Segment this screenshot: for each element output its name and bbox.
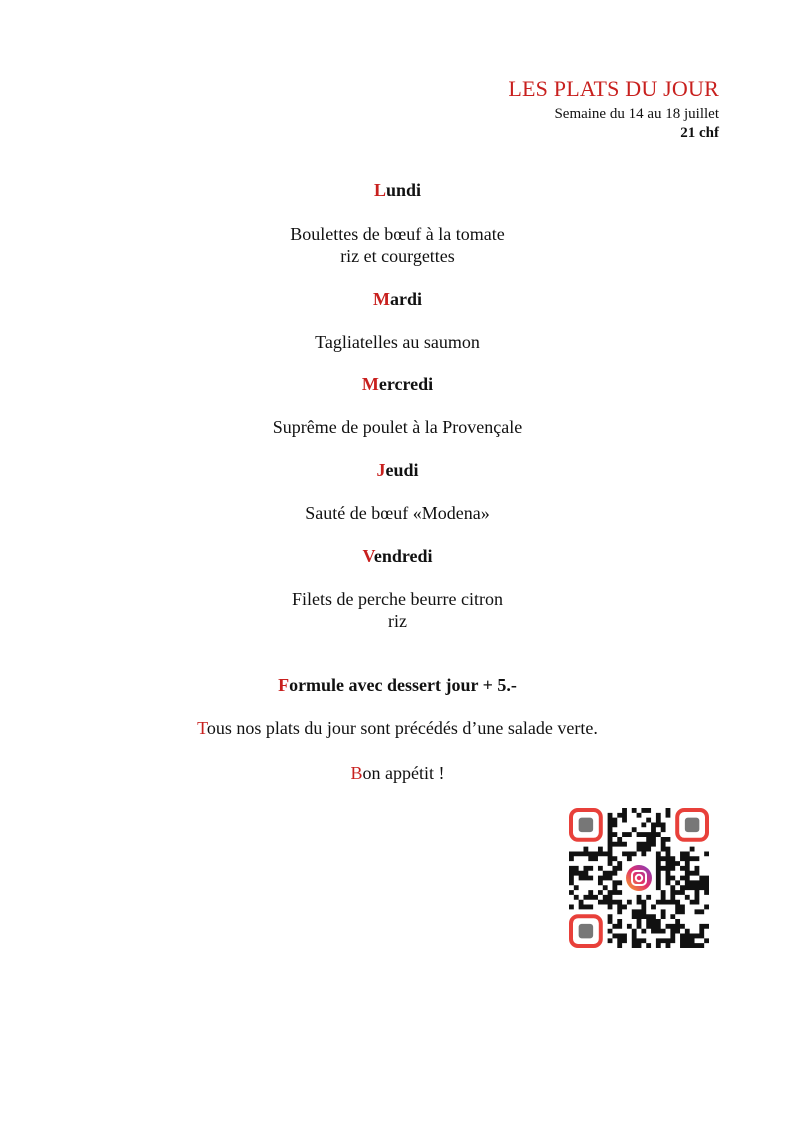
day-name-rest: ercredi bbox=[378, 374, 434, 394]
instagram-icon bbox=[623, 862, 655, 894]
closing-rest: on appétit ! bbox=[362, 763, 445, 783]
note-initial: T bbox=[197, 718, 207, 738]
day-initial: J bbox=[376, 460, 386, 480]
qr-finder-bottom-left bbox=[571, 916, 601, 946]
menu-price: 21 chf bbox=[680, 125, 719, 141]
dish-monday-line-1: Boulettes de bœuf à la tomate bbox=[290, 224, 505, 244]
dessert-formula bbox=[0, 674, 795, 696]
dish-monday-line-2: riz et courgettes bbox=[340, 246, 455, 266]
day-heading-thursday bbox=[0, 459, 795, 481]
closing-greeting bbox=[0, 762, 795, 784]
menu-header bbox=[508, 76, 719, 142]
day-name-rest: undi bbox=[385, 180, 422, 200]
formula-rest: ormule avec dessert jour + 5.- bbox=[289, 675, 517, 695]
day-name-rest: ardi bbox=[389, 289, 422, 309]
week-range: Semaine du 14 au 18 juillet bbox=[554, 106, 719, 122]
closing-initial: B bbox=[350, 763, 363, 783]
page-title: LES PLATS DU JOUR bbox=[508, 76, 719, 101]
dish-friday-line-2: riz bbox=[388, 611, 407, 631]
qr-code-image bbox=[569, 808, 709, 948]
qr-finder-top-right bbox=[677, 810, 707, 840]
dish-tuesday-line-1: Tagliatelles au saumon bbox=[315, 332, 480, 352]
qr-code[interactable] bbox=[569, 808, 709, 948]
dish-friday-line-1: Filets de perche beurre citron bbox=[292, 589, 503, 609]
day-initial: M bbox=[372, 289, 390, 309]
day-heading-wednesday bbox=[0, 373, 795, 395]
dish-wednesday-line-1: Suprême de poulet à la Provençale bbox=[272, 417, 523, 437]
day-heading-friday bbox=[0, 545, 795, 567]
salad-note bbox=[0, 717, 795, 739]
formula-initial: F bbox=[278, 675, 290, 695]
day-initial: L bbox=[373, 180, 386, 200]
day-heading-monday bbox=[0, 179, 795, 201]
day-initial: V bbox=[362, 546, 374, 566]
day-name-rest: endredi bbox=[373, 546, 433, 566]
qr-finder-top-left bbox=[571, 810, 601, 840]
day-heading-tuesday bbox=[0, 288, 795, 310]
note-rest: ous nos plats du jour sont précédés d’une salade verte. bbox=[206, 718, 598, 738]
day-initial: M bbox=[361, 374, 379, 394]
dish-thursday-line-1: Sauté de bœuf «Modena» bbox=[305, 503, 490, 523]
day-name-rest: eudi bbox=[385, 460, 419, 480]
